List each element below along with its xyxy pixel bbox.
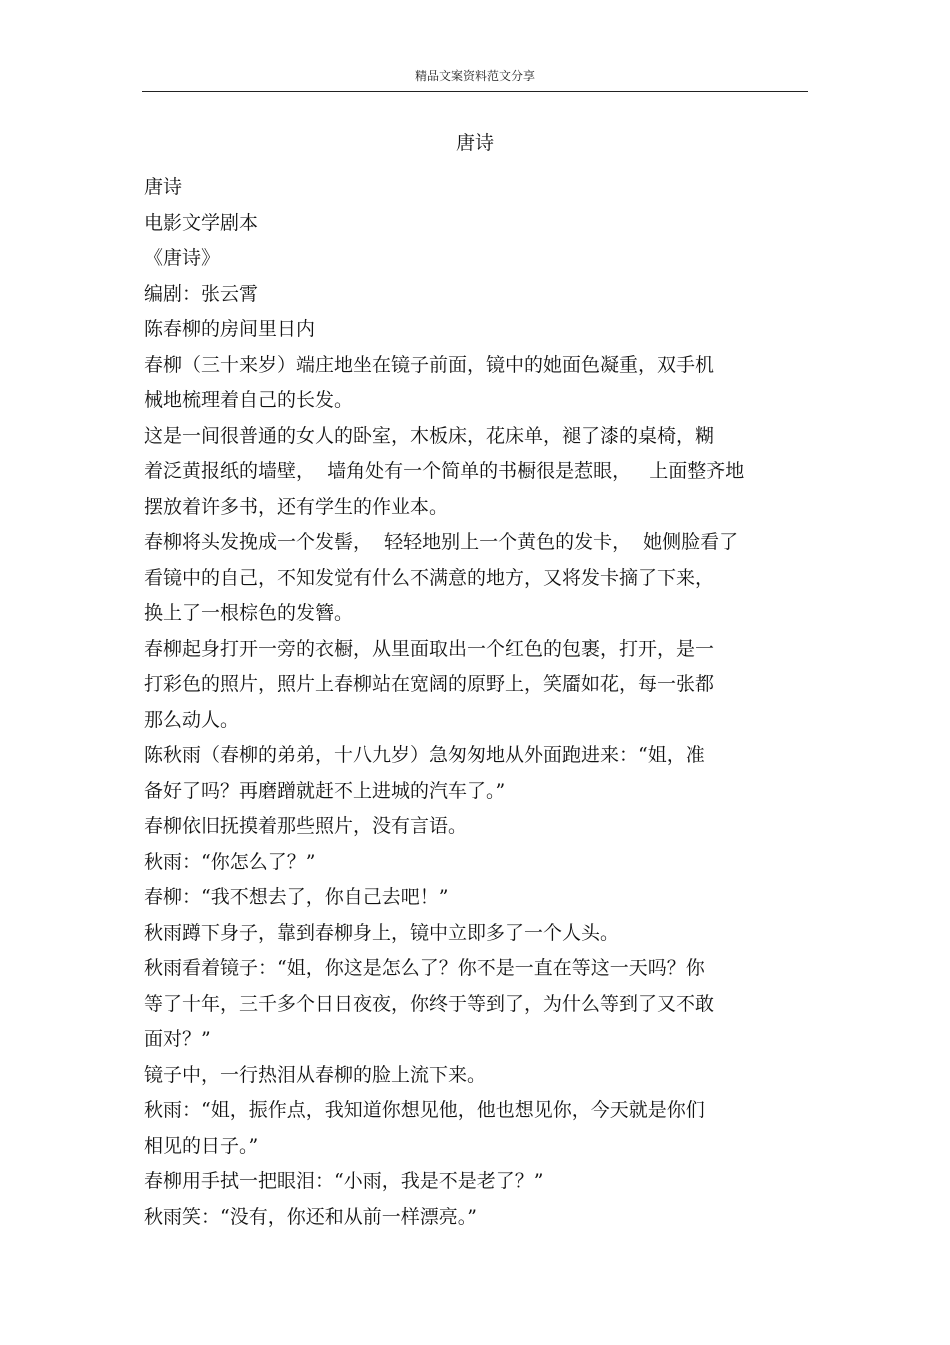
text-line: 编剧：张云霄	[144, 282, 259, 305]
text-line: 春柳（三十来岁）端庄地坐在镜子前面，镜中的她面色凝重，双手机	[144, 353, 715, 376]
text-line: 打彩色的照片，照片上春柳站在宽阔的原野上，笑靥如花，每一张都	[144, 673, 715, 695]
text-line: 相见的日子。”	[144, 1134, 259, 1157]
text-line: 秋雨蹲下身子，靠到春柳身上，镜中立即多了一个人头。	[144, 921, 620, 944]
text-line: 秋雨：“你怎么了？”	[144, 850, 316, 873]
text-line: 《唐诗》	[144, 247, 221, 269]
text-line: 着泛黄报纸的墙壁， 墙角处有一个简单的书橱很是惹眼， 上面整齐地	[144, 460, 745, 482]
text-line: 春柳依旧抚摸着那些照片，没有言语。	[144, 815, 468, 837]
header-divider	[142, 91, 808, 92]
text-line: 镜子中，一行热泪从春柳的脸上流下来。	[144, 1063, 487, 1086]
text-line: 春柳用手拭一把眼泪：“小雨，我是不是老了？”	[144, 1170, 544, 1192]
document-body	[144, 170, 808, 1235]
text-line: 秋雨：“姐，振作点，我知道你想见他，他也想见你，今天就是你们	[144, 1099, 705, 1121]
text-line: 唐诗	[144, 176, 183, 198]
text-line: 换上了一根棕色的发簪。	[144, 602, 354, 624]
text-line: 春柳将头发挽成一个发髻， 轻轻地别上一个黄色的发卡， 她侧脸看了	[144, 531, 739, 553]
text-line: 摆放着许多书，还有学生的作业本。	[144, 495, 449, 518]
text-line: 春柳起身打开一旁的衣橱，从里面取出一个红色的包裹，打开，是一	[144, 637, 715, 660]
text-line: 面对？”	[144, 1028, 211, 1050]
text-line: 陈春柳的房间里日内	[144, 318, 316, 340]
text-line: 械地梳理着自己的长发。	[144, 389, 354, 411]
text-line: 那么动人。	[144, 708, 240, 731]
text-line: 春柳：“我不想去了，你自己去吧！”	[144, 886, 449, 908]
text-line: 秋雨笑：“没有，你还和从前一样漂亮。”	[144, 1205, 477, 1228]
text-line: 备好了吗？再磨蹭就赶不上进城的汽车了。”	[144, 779, 506, 802]
text-line: 等了十年，三千多个日日夜夜，你终于等到了，为什么等到了又不敢	[144, 992, 715, 1015]
text-line: 秋雨看着镜子：“姐，你这是怎么了？你不是一直在等这一天吗？你	[144, 957, 705, 979]
text-line: 这是一间很普通的女人的卧室，木板床，花床单，褪了漆的桌椅，糊	[144, 424, 715, 447]
running-header: 精品文案资料范文分享	[414, 69, 535, 83]
text-line: 陈秋雨（春柳的弟弟，十八九岁）急匆匆地从外面跑进来：“姐，准	[144, 744, 705, 766]
text-line: 电影文学剧本	[144, 211, 259, 234]
document-title: 唐诗	[455, 132, 494, 154]
text-line: 看镜中的自己，不知发觉有什么不满意的地方，又将发卡摘了下来，	[144, 566, 715, 589]
